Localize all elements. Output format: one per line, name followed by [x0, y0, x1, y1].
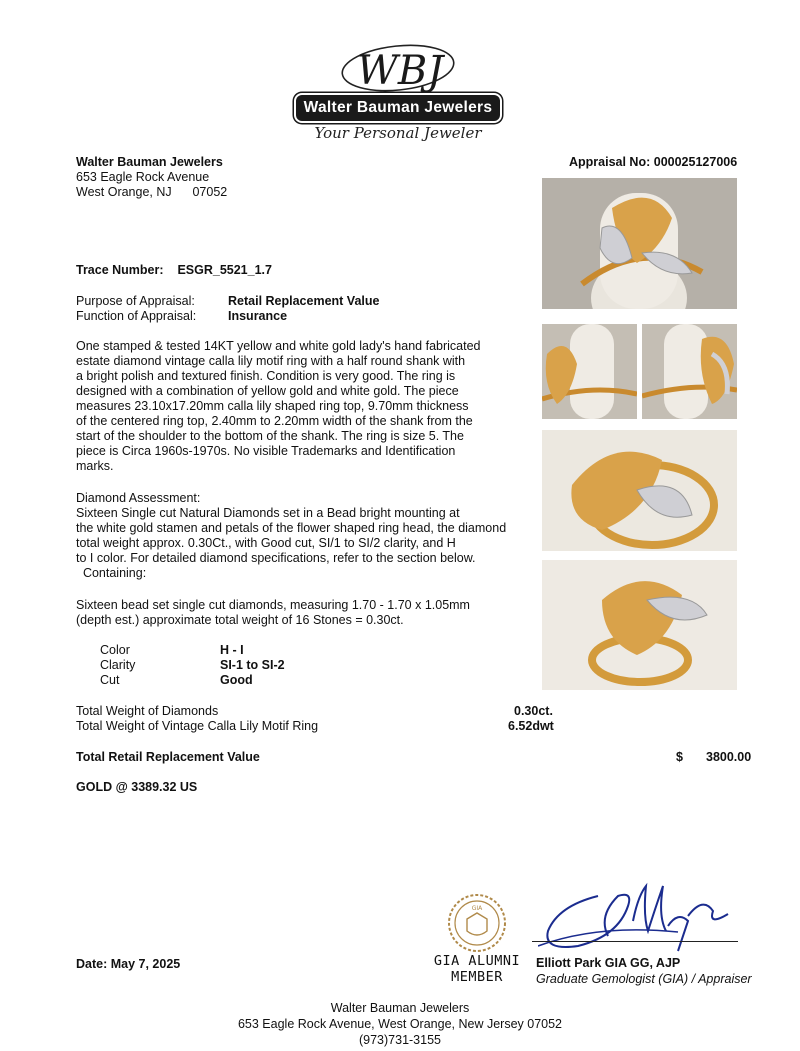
signature-line: [532, 941, 738, 942]
sender-city: West Orange, NJ 07052: [76, 185, 228, 199]
company-tagline: Your Personal Jeweler: [314, 124, 482, 142]
weight-row: Total Weight of Vintage Calla Lily Motif Ring 6.52dwt: [76, 719, 554, 733]
weights-table: [76, 704, 566, 734]
currency-symbol: $: [676, 750, 683, 764]
appraiser-name: Elliott Park GIA GG, AJP: [536, 956, 681, 970]
ring-photo-left-side: [542, 324, 637, 419]
ring-photo-right-side: [642, 324, 737, 419]
company-monogram-logo: [338, 40, 462, 98]
sender-address: [76, 155, 227, 200]
footer-address: Walter Bauman Jewelers 653 Eagle Rock Avenue, West Orange, New Jersey 07052 (973)731-3155: [237, 1001, 563, 1047]
svg-text:WBJ: WBJ: [356, 48, 444, 94]
replacement-value-amount: 3800.00: [706, 750, 752, 764]
sender-street: 653 Eagle Rock Avenue: [76, 170, 210, 184]
appraisal-date: Date: May 7, 2025: [76, 957, 181, 971]
grade-row: Cut Good: [100, 673, 253, 687]
function-row: Function of Appraisal: Insurance: [76, 309, 288, 323]
gia-seal-icon: [447, 893, 507, 953]
diamond-assessment-heading: Diamond Assessment:: [76, 491, 201, 505]
ring-photo-top-view: [542, 430, 737, 551]
appraisal-purpose-block: [76, 294, 379, 324]
ring-photo-main: [542, 178, 737, 309]
gold-price: GOLD @ 3389.32 US: [76, 780, 198, 794]
sender-name: Walter Bauman Jewelers: [76, 155, 223, 169]
appraiser-title: Graduate Gemologist (GIA) / Appraiser: [536, 972, 752, 986]
gia-alumni-badge: GIA ALUMNI MEMBER: [433, 953, 521, 985]
appraisal-number: Appraisal No: 000025127006: [569, 155, 738, 169]
stones-detail: Sixteen bead set single cut diamonds, measuring 1.70 - 1.70 x 1.05mm (depth est.) approximate total weight of 16 Stones = 0.30ct.: [76, 598, 470, 627]
weight-row: Total Weight of Diamonds 0.30ct.: [76, 704, 553, 718]
grade-row: Clarity SI-1 to SI-2: [100, 658, 285, 672]
appraiser-signature: [538, 876, 738, 968]
purpose-row: Purpose of Appraisal: Retail Replacement Value: [76, 294, 380, 308]
company-name-plate: Walter Bauman Jewelers: [296, 95, 500, 121]
svg-text:GIA: GIA: [471, 905, 483, 912]
item-description: One stamped & tested 14KT yellow and white gold lady's hand fabricated estate diamond vintage calla lily motif ring with a half round shank with a bright polish and textured finish. Condition is very good. The ring is designed with a combination of yellow gold and white gold. The piece measures 23.10x17.20mm calla lily shaped ring top, 9.70mm thickness of the centered ring top, 2.40mm to 2.20mm width of the shank from the start of the shoulder to the bottom of the shank. The ring is size 5. The piece is Circa 1960s-1970s. No visible Trademarks and Identification marks.: [76, 339, 481, 473]
trace-number: Trace Number: ESGR_5521_1.7: [76, 263, 272, 277]
grading-table: [100, 643, 285, 688]
diamond-assessment: Diamond Assessment: Sixteen Single cut Natural Diamonds set in a Bead bright mounting at the white gold stamen and petals of the flower shaped ring head, the diamond total weight approx. 0.30Ct., with Good cut, SI/1 to SI/2 clarity, and H to I color. For detailed diamond specifications, refer to the section below. Containing:: [76, 491, 536, 581]
ring-photo-angle-view: [542, 560, 737, 690]
grade-row: Color H - I: [100, 643, 244, 657]
replacement-value-label: Total Retail Replacement Value: [76, 750, 260, 764]
